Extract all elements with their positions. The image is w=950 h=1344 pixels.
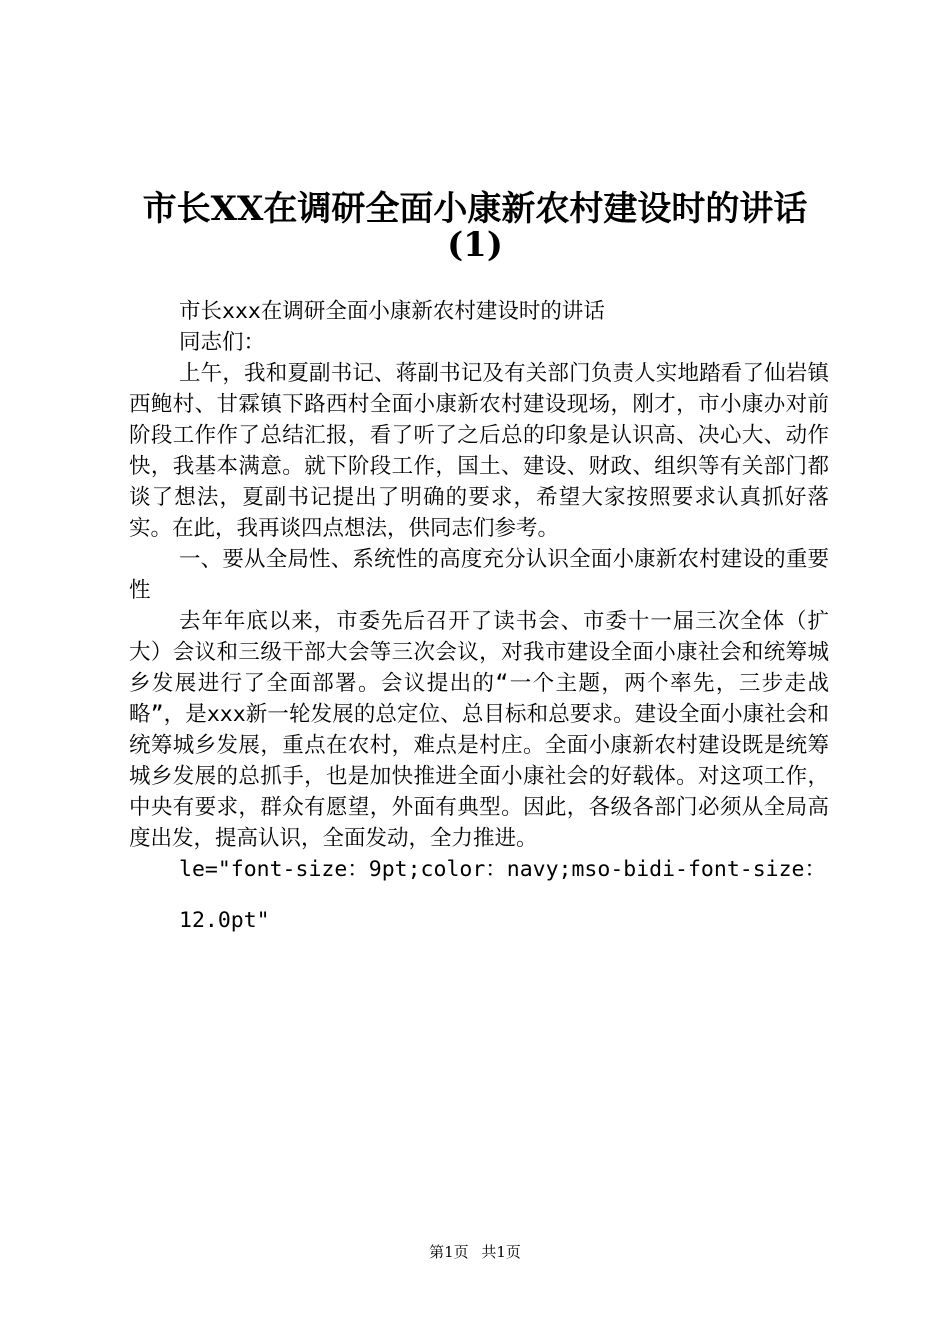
paragraph-gap [129, 885, 829, 905]
paragraph-intro: 上午，我和夏副书记、蒋副书记及有关部门负责人实地踏看了仙岩镇西鲍村、甘霖镇下路西村全面小康新农村建设现场，刚才，市小康办对前阶段工作作了总结汇报，看了听了之后总的印象是认识高、决心大、动作快，我基本满意。就下阶段工作，国土、建设、财政、组织等有关部门都谈了想法，夏副书记提出了明确的要求，希望大家按照要求认真抓好落实。在此，我再谈四点想法，供同志们参考。 [129, 361, 829, 541]
document-body [129, 296, 829, 936]
paragraph-salutation: 同志们： [179, 330, 266, 355]
paragraph-subtitle: 市长xxx在调研全面小康新农村建设时的讲话 [179, 299, 605, 324]
document-title-line-1: 市长XX在调研全面小康新农村建设时的讲话 [142, 189, 808, 229]
paragraph-style-fragment-end: 12.0pt" [179, 908, 270, 933]
paragraph-section-one: 去年年底以来，市委先后召开了读书会、市委十一届三次全体（扩大）会议和三级干部大会等三次会议，对我市建设全面小康社会和统筹城乡发展进行了全面部署。会议提出的“一个主题，两个率先，三步走战略”，是xxx新一轮发展的总定位、总目标和总要求。建设全面小康社会和统筹城乡发展，重点在农村，难点是村庄。全面小康新农村建设既是统筹城乡发展的总抓手，也是加快推进全面小康社会的好载体。对这项工作，中央有要求，群众有愿望，外面有典型。因此，各级各部门必须从全局高度出发，提高认识，全面发动，全力推进。 [129, 609, 829, 851]
page-footer [0, 1242, 950, 1262]
page-number: 第1页 [429, 1243, 469, 1261]
page-total: 共1页 [481, 1243, 521, 1261]
paragraph-style-fragment: le="font-size：9pt;color：navy;mso-bidi-font-size： [179, 857, 826, 882]
document-title-line-2: (1) [447, 225, 503, 265]
paragraph-heading-one: 一、要从全局性、系统性的高度充分认识全面小康新农村建设的重要性 [129, 547, 829, 603]
